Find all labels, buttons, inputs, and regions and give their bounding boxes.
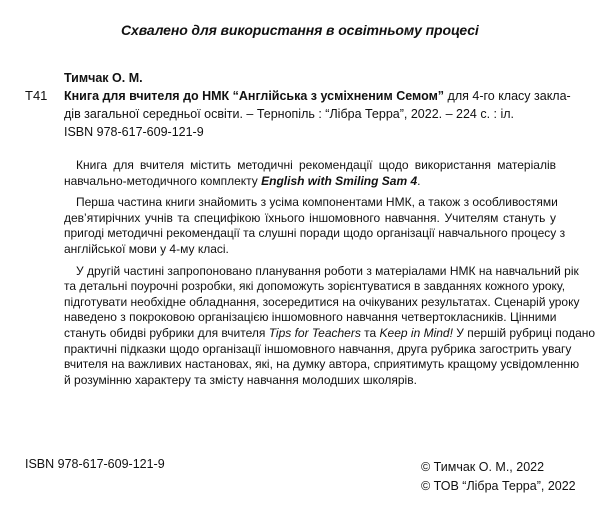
abstract bbox=[64, 158, 596, 388]
abstract-p1-line-1: Книга для вчителя містить методичні рекомендації щодо використання матеріалів bbox=[76, 158, 556, 172]
abstract-p2-line-3: пригоді методичні рекомендації та слушні поради щодо організації навчального процесу з bbox=[64, 226, 566, 241]
abstract-p3-line-1: У другій частині запропоновано планування роботи з матеріалами НМК на навчальний рік bbox=[76, 263, 579, 278]
bottom-isbn: ISBN 978-617-609-121-9 bbox=[25, 457, 165, 471]
abstract-p1-line-2 bbox=[64, 174, 556, 190]
author-name: Тимчак О. М. bbox=[64, 71, 143, 85]
abstract-text: У першій рубриці подано bbox=[452, 325, 596, 340]
abstract-text: стануть обидві рубрики для вчителя bbox=[64, 325, 269, 340]
abstract-p3-line-5 bbox=[64, 325, 596, 342]
copyright-author: © Тимчак О. М., 2022 bbox=[421, 460, 545, 474]
abstract-p3-line-4: наведено з покроковою організацією іншомовного навчання четвертокласників. Цінними bbox=[64, 310, 557, 325]
abstract-p2-line-4: англійської мови у 4-му класі. bbox=[64, 241, 229, 256]
classification-code: Т41 bbox=[25, 88, 48, 103]
abstract-p3-line-8: й розумінню характеру та змісту навчання молодших школярів. bbox=[64, 372, 417, 387]
copyright-block bbox=[421, 458, 576, 496]
abstract-p3-line-2: та детальні поурочні розробки, які допоможуть зорієнтуватися в завданнях кожного уроку, bbox=[64, 279, 566, 294]
rubric-keep-in-mind: Keep in Mind! bbox=[379, 325, 453, 340]
copyright-publisher: © ТОВ “Лібра Терра”, 2022 bbox=[421, 479, 576, 493]
biblio-line-1 bbox=[64, 87, 571, 105]
biblio-isbn: ISBN 978-617-609-121-9 bbox=[64, 125, 204, 139]
abstract-p2-line-2: дев’ятирічних учнів та специфікою їхнього іншомовного навчання. Учителям стануть у bbox=[64, 210, 556, 225]
abstract-text: та bbox=[360, 325, 380, 340]
abstract-p2-line-1: Перша частина книги знайомить з усіма компонентами НМК, а також з особливостями bbox=[76, 195, 558, 210]
abstract-p3-line-7: вчителя на важливих настановах, які, на думку автора, сприятимуть кращому усвідомленню bbox=[64, 357, 580, 372]
abstract-text: . bbox=[417, 173, 421, 188]
rubric-tips: Tips for Teachers bbox=[268, 325, 361, 340]
abstract-p3-line-6: практичні підказки щодо організації іншомовного навчання, друга рубрика загострить увагу bbox=[64, 341, 572, 356]
abstract-p3-line-3: підготувати необхідне обладнання, зосередитися на очікуваних результатах. Сценарій уроку bbox=[64, 294, 580, 309]
book-title: Книга для вчителя до НМК “Англійська з усміхненим Семом” bbox=[64, 89, 445, 103]
biblio-line-2: дів загальної середньої освіти. – Тернопіль : “Лібра Терра”, 2022. – 224 с. : іл. bbox=[64, 107, 515, 121]
kit-title: English with Smiling Sam 4 bbox=[261, 173, 418, 188]
biblio-line-1-rest: для 4-го класу закла- bbox=[444, 89, 571, 103]
abstract-text: навчально-методичного комплекту bbox=[64, 173, 262, 188]
bibliographic-description bbox=[64, 87, 571, 141]
approval-note: Схвалено для використання в освітньому процесі bbox=[121, 22, 479, 38]
